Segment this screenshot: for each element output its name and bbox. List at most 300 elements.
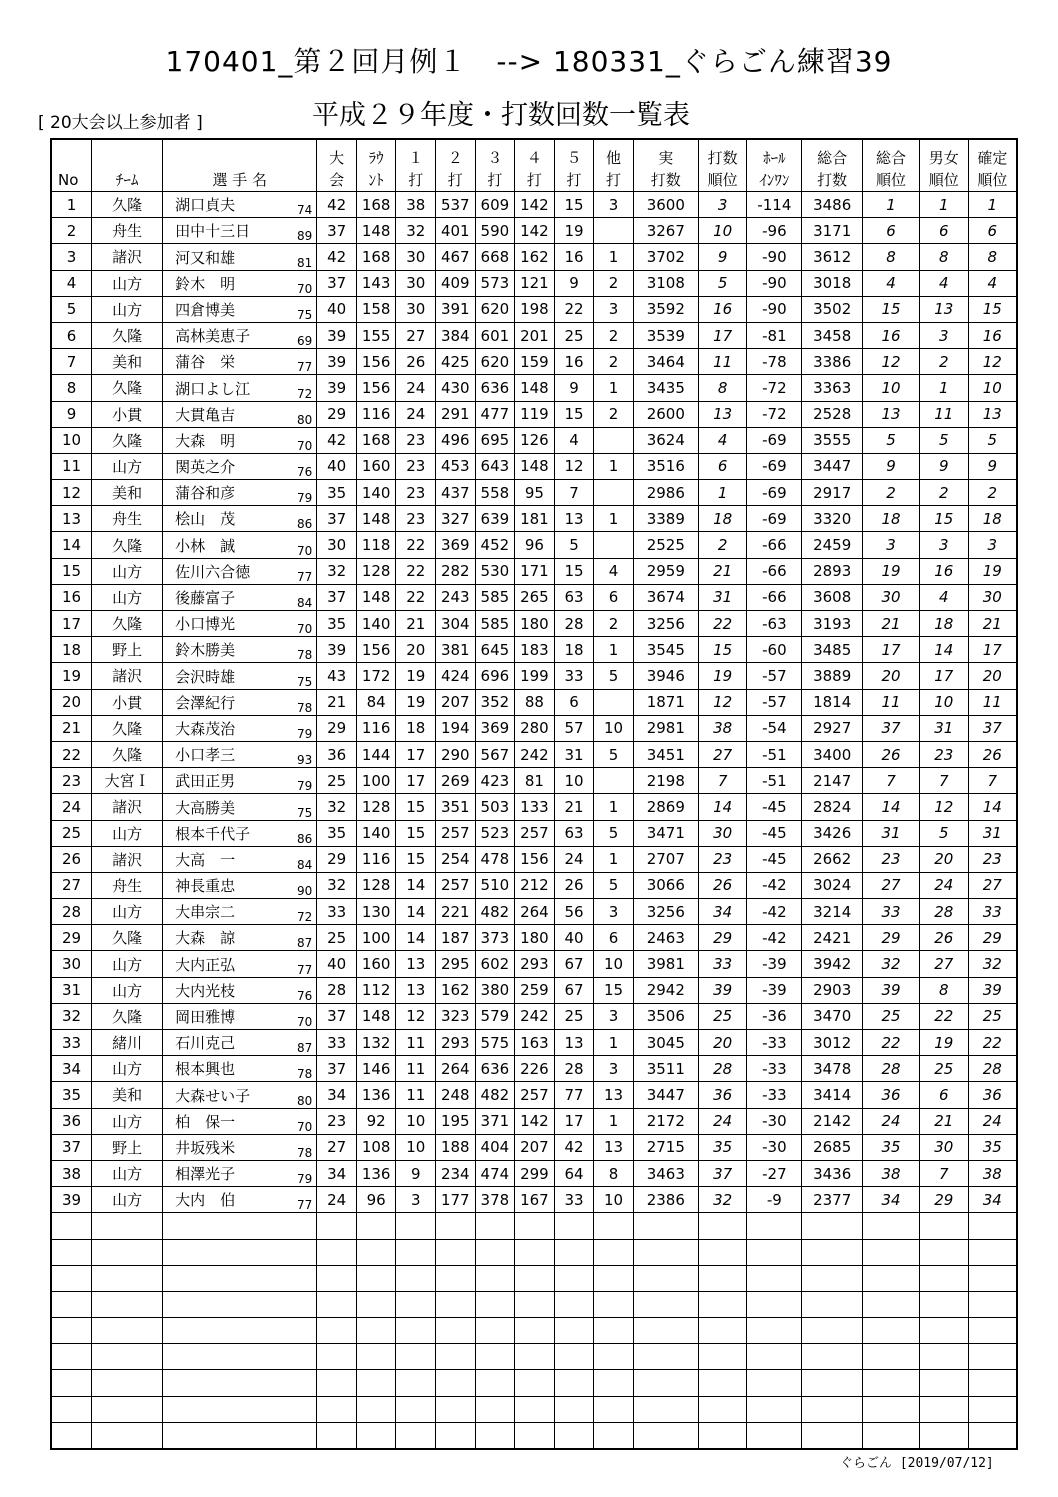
empty-cell [515, 1422, 555, 1449]
cell-d4: 180 [515, 611, 555, 637]
cell-finalrank: 33 [968, 899, 1017, 925]
table-row [51, 401, 1017, 427]
empty-cell [594, 1344, 634, 1370]
cell-name [163, 611, 317, 637]
player-age: 76 [297, 988, 313, 1003]
cell-d2: 327 [436, 506, 476, 532]
cell-d2: 254 [436, 846, 476, 872]
cell-strokerank: 26 [698, 872, 747, 898]
cell-d1: 13 [396, 951, 436, 977]
cell-taikai: 24 [317, 1187, 357, 1213]
cell-finalrank: 31 [968, 820, 1017, 846]
cell-actual: 3464 [633, 349, 698, 375]
cell-total: 3018 [802, 270, 863, 296]
empty-cell [554, 1239, 594, 1265]
cell-name [163, 375, 317, 401]
cell-other: 3 [594, 192, 634, 218]
empty-cell [317, 1265, 357, 1291]
header-line: 打数 [707, 149, 738, 167]
cell-strokerank: 24 [698, 1108, 747, 1134]
cell-actual: 3946 [633, 663, 698, 689]
cell-no: 17 [51, 611, 92, 637]
cell-taikai: 39 [317, 349, 357, 375]
cell-d2: 293 [436, 1030, 476, 1056]
cell-team: 山方 [92, 977, 163, 1003]
cell-d4: 207 [515, 1134, 555, 1160]
cell-actual: 2386 [633, 1187, 698, 1213]
cell-name [163, 270, 317, 296]
cell-d1: 30 [396, 270, 436, 296]
empty-cell [475, 1239, 515, 1265]
cell-round: 148 [356, 218, 396, 244]
empty-cell [698, 1422, 747, 1449]
cell-d2: 369 [436, 532, 476, 558]
empty-row [51, 1396, 1017, 1422]
cell-other: 10 [594, 1187, 634, 1213]
cell-d3: 668 [475, 244, 515, 270]
cell-strokerank: 4 [698, 427, 747, 453]
cell-genderrank: 12 [919, 794, 968, 820]
cell-d2: 401 [436, 218, 476, 244]
player-name: 湖口貞夫 [175, 196, 236, 215]
cell-genderrank: 3 [919, 532, 968, 558]
cell-name [163, 1187, 317, 1213]
cell-no: 3 [51, 244, 92, 270]
cell-total: 2927 [802, 715, 863, 741]
cell-strokerank: 28 [698, 1056, 747, 1082]
cell-strokerank: 8 [698, 375, 747, 401]
cell-genderrank: 4 [919, 270, 968, 296]
cell-team: 小貫 [92, 401, 163, 427]
player-name: 武田正男 [175, 772, 236, 791]
player-age: 70 [297, 438, 313, 453]
empty-cell [594, 1318, 634, 1344]
empty-cell [594, 1291, 634, 1317]
player-name: 高林美恵子 [175, 327, 251, 346]
empty-cell [863, 1344, 920, 1370]
cell-taikai: 35 [317, 611, 357, 637]
cell-other: 2 [594, 270, 634, 296]
cell-hio: -69 [747, 480, 802, 506]
cell-taikai: 32 [317, 872, 357, 898]
empty-cell [515, 1396, 555, 1422]
cell-d3: 585 [475, 611, 515, 637]
cell-d5: 19 [554, 218, 594, 244]
empty-cell [919, 1265, 968, 1291]
player-name: 根本千代子 [175, 824, 251, 843]
player-name: 岡田雅博 [175, 1008, 236, 1026]
cell-finalrank: 22 [968, 1030, 1017, 1056]
cell-no: 8 [51, 375, 92, 401]
cell-taikai: 35 [317, 820, 357, 846]
cell-no: 30 [51, 951, 92, 977]
cell-round: 112 [356, 977, 396, 1003]
cell-d1: 14 [396, 872, 436, 898]
empty-cell [698, 1396, 747, 1422]
player-name: 相澤光子 [175, 1165, 236, 1184]
player-age: 69 [297, 334, 313, 349]
cell-team: 久隆 [92, 192, 163, 218]
cell-round: 140 [356, 611, 396, 637]
cell-genderrank: 9 [919, 453, 968, 479]
cell-genderrank: 24 [919, 872, 968, 898]
player-age: 79 [297, 726, 313, 741]
header-line: ５ [566, 149, 582, 167]
cell-taikai: 33 [317, 899, 357, 925]
table-row [51, 872, 1017, 898]
cell-hio: -42 [747, 872, 802, 898]
cell-genderrank: 2 [919, 349, 968, 375]
cell-actual: 3463 [633, 1160, 698, 1186]
cell-team: 美和 [92, 349, 163, 375]
cell-d1: 19 [396, 663, 436, 689]
cell-d1: 17 [396, 741, 436, 767]
empty-cell [51, 1344, 92, 1370]
empty-cell [863, 1318, 920, 1344]
cell-genderrank: 21 [919, 1108, 968, 1134]
empty-cell [475, 1422, 515, 1449]
cell-total: 3012 [802, 1030, 863, 1056]
cell-d4: 242 [515, 741, 555, 767]
cell-hio: -72 [747, 401, 802, 427]
cell-d5: 9 [554, 375, 594, 401]
empty-cell [92, 1239, 163, 1265]
empty-cell [919, 1370, 968, 1396]
cell-actual: 2981 [633, 715, 698, 741]
empty-cell [633, 1396, 698, 1422]
cell-strokerank: 34 [698, 899, 747, 925]
cell-name [163, 925, 317, 951]
cell-hio: -66 [747, 558, 802, 584]
cell-name [163, 349, 317, 375]
cell-other: 8 [594, 1160, 634, 1186]
player-name: 大高勝美 [175, 798, 236, 817]
cell-strokerank: 10 [698, 218, 747, 244]
cell-name [163, 768, 317, 794]
cell-d2: 257 [436, 872, 476, 898]
cell-d1: 3 [396, 1187, 436, 1213]
cell-finalrank: 37 [968, 715, 1017, 741]
table-row [51, 1187, 1017, 1213]
cell-actual: 3108 [633, 270, 698, 296]
cell-no: 6 [51, 322, 92, 348]
cell-hio: -33 [747, 1082, 802, 1108]
player-age: 70 [297, 281, 313, 296]
empty-row [51, 1291, 1017, 1317]
cell-genderrank: 17 [919, 663, 968, 689]
cell-strokerank: 27 [698, 741, 747, 767]
cell-no: 15 [51, 558, 92, 584]
cell-actual: 3267 [633, 218, 698, 244]
header-1stroke [396, 139, 436, 192]
cell-d5: 67 [554, 951, 594, 977]
cell-finalrank: 23 [968, 846, 1017, 872]
cell-round: 144 [356, 741, 396, 767]
empty-row [51, 1422, 1017, 1449]
cell-team: 小貫 [92, 689, 163, 715]
table-row [51, 715, 1017, 741]
empty-cell [356, 1318, 396, 1344]
cell-d2: 425 [436, 349, 476, 375]
cell-total: 3555 [802, 427, 863, 453]
cell-hio: -54 [747, 715, 802, 741]
cell-d5: 9 [554, 270, 594, 296]
cell-totalrank: 4 [863, 270, 920, 296]
cell-d4: 142 [515, 192, 555, 218]
cell-d4: 148 [515, 375, 555, 401]
cell-actual: 3981 [633, 951, 698, 977]
player-name: 鈴木 明 [175, 274, 236, 293]
cell-totalrank: 11 [863, 689, 920, 715]
cell-name [163, 794, 317, 820]
cell-total: 2903 [802, 977, 863, 1003]
cell-d1: 23 [396, 506, 436, 532]
empty-cell [863, 1370, 920, 1396]
cell-other: 2 [594, 322, 634, 348]
player-name: 大内光枝 [175, 981, 236, 1000]
table-row [51, 244, 1017, 270]
cell-d3: 645 [475, 637, 515, 663]
cell-actual: 3045 [633, 1030, 698, 1056]
empty-cell [802, 1422, 863, 1449]
empty-cell [863, 1239, 920, 1265]
empty-cell [594, 1422, 634, 1449]
header-line: 打 [487, 171, 503, 189]
cell-actual: 2715 [633, 1134, 698, 1160]
cell-name [163, 663, 317, 689]
cell-actual: 2942 [633, 977, 698, 1003]
cell-strokerank: 11 [698, 349, 747, 375]
empty-cell [802, 1344, 863, 1370]
cell-genderrank: 6 [919, 218, 968, 244]
cell-actual: 2959 [633, 558, 698, 584]
cell-no: 2 [51, 218, 92, 244]
cell-team: 山方 [92, 584, 163, 610]
empty-cell [475, 1318, 515, 1344]
cell-genderrank: 29 [919, 1187, 968, 1213]
empty-cell [356, 1265, 396, 1291]
cell-round: 96 [356, 1187, 396, 1213]
player-name: 蒲谷和彦 [175, 484, 236, 503]
cell-no: 36 [51, 1108, 92, 1134]
cell-d5: 7 [554, 480, 594, 506]
empty-cell [475, 1213, 515, 1239]
cell-d1: 10 [396, 1108, 436, 1134]
cell-d3: 404 [475, 1134, 515, 1160]
cell-totalrank: 7 [863, 768, 920, 794]
cell-actual: 3516 [633, 453, 698, 479]
cell-totalrank: 2 [863, 480, 920, 506]
cell-strokerank: 16 [698, 296, 747, 322]
cell-taikai: 25 [317, 925, 357, 951]
cell-d3: 478 [475, 846, 515, 872]
cell-actual: 3256 [633, 611, 698, 637]
cell-team: 舟生 [92, 506, 163, 532]
empty-row [51, 1239, 1017, 1265]
cell-d3: 530 [475, 558, 515, 584]
player-age: 70 [297, 622, 313, 637]
cell-team: 諸沢 [92, 663, 163, 689]
cell-team: 久隆 [92, 532, 163, 558]
cell-d1: 11 [396, 1030, 436, 1056]
cell-hio: -69 [747, 453, 802, 479]
cell-d4: 265 [515, 584, 555, 610]
cell-d1: 15 [396, 794, 436, 820]
cell-total: 3171 [802, 218, 863, 244]
cell-total: 3436 [802, 1160, 863, 1186]
cell-d5: 64 [554, 1160, 594, 1186]
header-line: ﾎｰﾙ [763, 149, 786, 167]
cell-finalrank: 38 [968, 1160, 1017, 1186]
empty-cell [436, 1265, 476, 1291]
cell-strokerank: 37 [698, 1160, 747, 1186]
cell-d5: 63 [554, 584, 594, 610]
cell-round: 84 [356, 689, 396, 715]
cell-total: 2377 [802, 1187, 863, 1213]
cell-d1: 19 [396, 689, 436, 715]
cell-no: 12 [51, 480, 92, 506]
empty-cell [698, 1344, 747, 1370]
cell-hio: -90 [747, 296, 802, 322]
cell-hio: -51 [747, 768, 802, 794]
player-name: 神長重忠 [175, 877, 236, 896]
table-row [51, 689, 1017, 715]
cell-total: 3320 [802, 506, 863, 532]
cell-round: 140 [356, 820, 396, 846]
empty-cell [317, 1396, 357, 1422]
empty-cell [633, 1370, 698, 1396]
cell-genderrank: 6 [919, 1082, 968, 1108]
cell-strokerank: 6 [698, 453, 747, 479]
empty-cell [356, 1213, 396, 1239]
table-row [51, 1082, 1017, 1108]
empty-cell [594, 1370, 634, 1396]
cell-other [594, 532, 634, 558]
cell-d2: 467 [436, 244, 476, 270]
cell-hio: -45 [747, 820, 802, 846]
cell-team: 山方 [92, 1187, 163, 1213]
cell-total: 3386 [802, 349, 863, 375]
header-line: ３ [487, 149, 503, 167]
player-name: 田中十三日 [175, 222, 251, 241]
cell-other: 1 [594, 637, 634, 663]
cell-name [163, 637, 317, 663]
player-age: 79 [297, 779, 313, 794]
cell-hio: -78 [747, 349, 802, 375]
cell-d5: 4 [554, 427, 594, 453]
cell-other: 1 [594, 506, 634, 532]
empty-cell [396, 1291, 436, 1317]
cell-d5: 6 [554, 689, 594, 715]
cell-name [163, 872, 317, 898]
header-line: 打数 [817, 171, 848, 189]
cell-totalrank: 20 [863, 663, 920, 689]
player-age: 80 [297, 1093, 313, 1108]
cell-d2: 207 [436, 689, 476, 715]
cell-no: 4 [51, 270, 92, 296]
table-row [51, 611, 1017, 637]
cell-taikai: 29 [317, 715, 357, 741]
cell-d3: 590 [475, 218, 515, 244]
empty-row [51, 1370, 1017, 1396]
cell-no: 26 [51, 846, 92, 872]
cell-totalrank: 6 [863, 218, 920, 244]
cell-other: 5 [594, 663, 634, 689]
cell-name [163, 506, 317, 532]
cell-d3: 620 [475, 296, 515, 322]
empty-cell [863, 1396, 920, 1422]
empty-cell [919, 1422, 968, 1449]
cell-name [163, 689, 317, 715]
cell-totalrank: 29 [863, 925, 920, 951]
empty-cell [475, 1344, 515, 1370]
cell-finalrank: 20 [968, 663, 1017, 689]
empty-cell [92, 1370, 163, 1396]
header-line: 打数 [650, 171, 681, 189]
cell-d1: 17 [396, 768, 436, 794]
cell-other: 10 [594, 715, 634, 741]
cell-hio: -66 [747, 584, 802, 610]
cell-d3: 558 [475, 480, 515, 506]
empty-cell [51, 1291, 92, 1317]
cell-totalrank: 14 [863, 794, 920, 820]
table-row [51, 637, 1017, 663]
cell-finalrank: 39 [968, 977, 1017, 1003]
cell-totalrank: 9 [863, 453, 920, 479]
cell-other: 13 [594, 1134, 634, 1160]
cell-genderrank: 16 [919, 558, 968, 584]
cell-finalrank: 35 [968, 1134, 1017, 1160]
empty-cell [747, 1396, 802, 1422]
cell-total: 3485 [802, 637, 863, 663]
empty-cell [475, 1370, 515, 1396]
cell-total: 2917 [802, 480, 863, 506]
cell-d3: 643 [475, 453, 515, 479]
cell-d3: 371 [475, 1108, 515, 1134]
cell-totalrank: 1 [863, 192, 920, 218]
empty-cell [356, 1370, 396, 1396]
cell-d1: 32 [396, 218, 436, 244]
cell-d5: 31 [554, 741, 594, 767]
cell-other: 2 [594, 401, 634, 427]
cell-d4: 183 [515, 637, 555, 663]
cell-totalrank: 17 [863, 637, 920, 663]
player-name: 大内正弘 [175, 955, 236, 974]
cell-name [163, 427, 317, 453]
empty-cell [802, 1239, 863, 1265]
cell-d2: 409 [436, 270, 476, 296]
cell-round: 168 [356, 427, 396, 453]
cell-round: 143 [356, 270, 396, 296]
table-row [51, 480, 1017, 506]
cell-hio: -36 [747, 1003, 802, 1029]
header-line: 打 [566, 171, 582, 189]
header-line: 順位 [707, 171, 738, 189]
cell-d5: 15 [554, 192, 594, 218]
cell-hio: -90 [747, 244, 802, 270]
empty-cell [515, 1239, 555, 1265]
cell-hio: -114 [747, 192, 802, 218]
empty-cell [356, 1422, 396, 1449]
table-row [51, 322, 1017, 348]
cell-genderrank: 5 [919, 820, 968, 846]
cell-team: 諸沢 [92, 794, 163, 820]
player-age: 75 [297, 805, 313, 820]
cell-name [163, 244, 317, 270]
cell-total: 2459 [802, 532, 863, 558]
player-name: 小林 誠 [175, 536, 236, 555]
cell-other: 5 [594, 820, 634, 846]
